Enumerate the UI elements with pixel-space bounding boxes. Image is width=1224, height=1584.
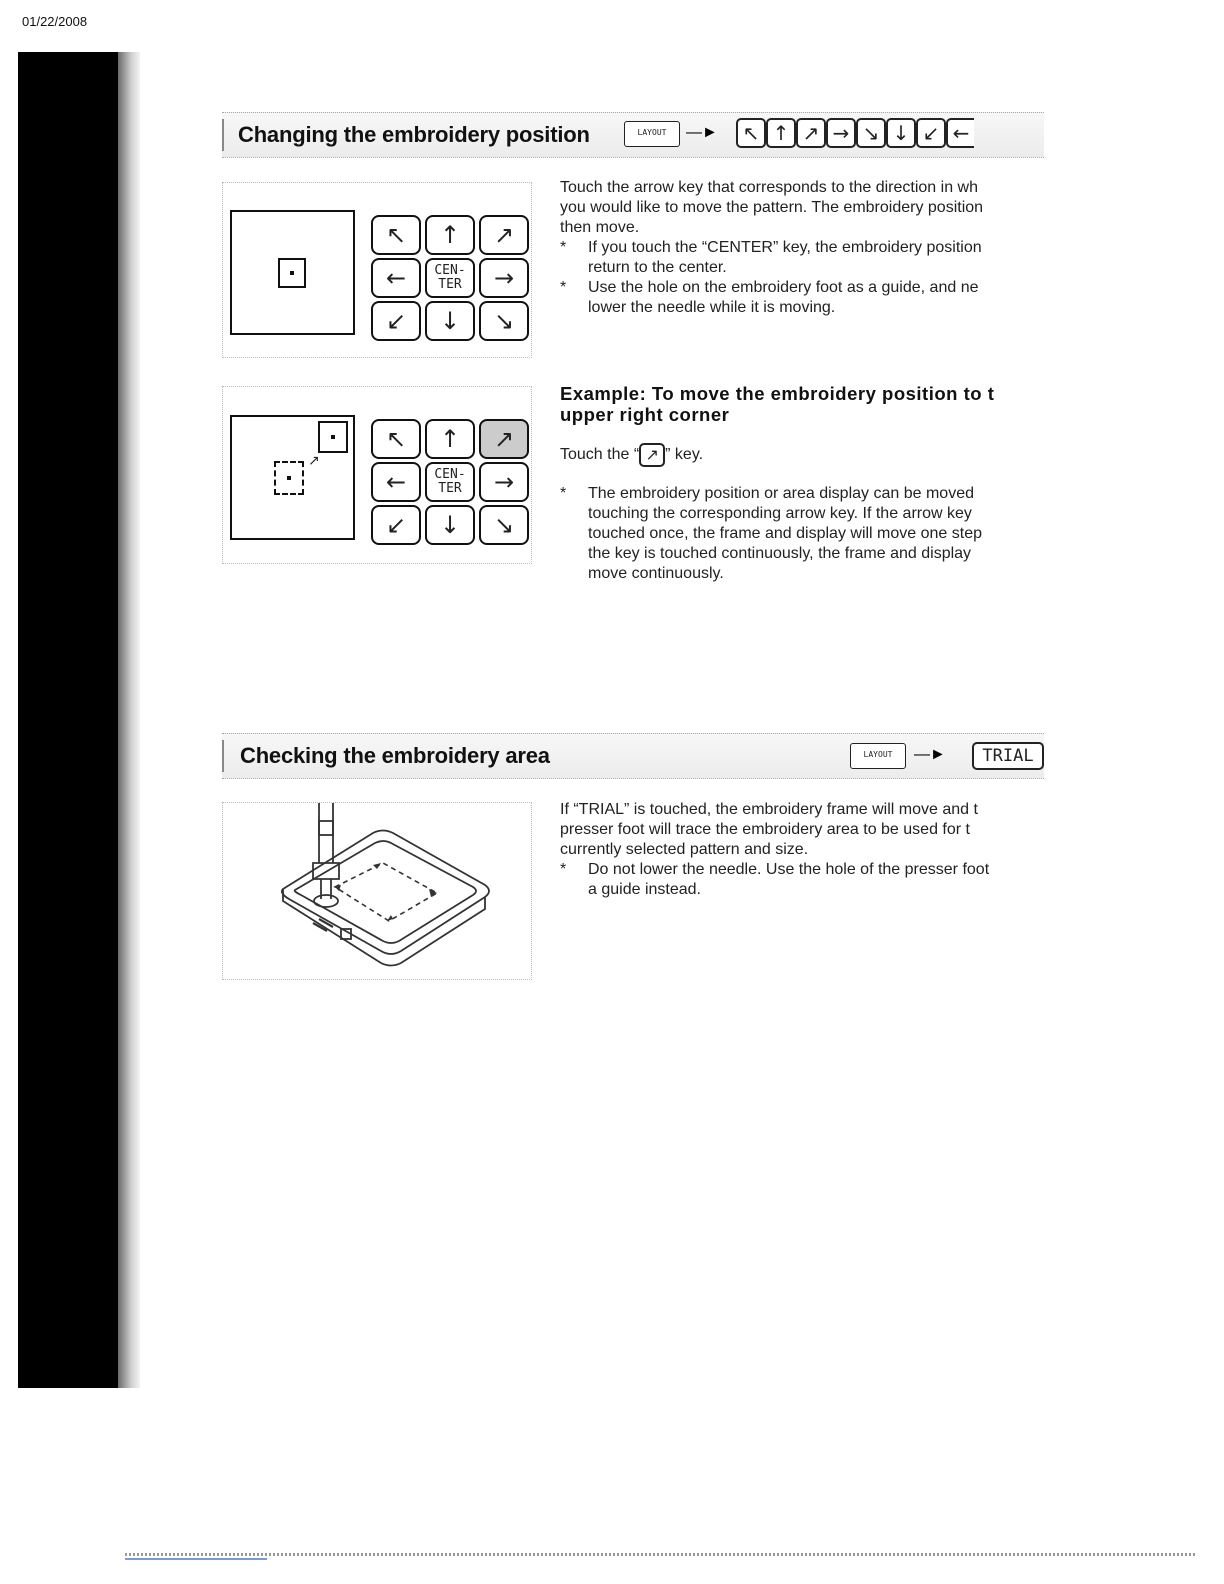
bullet-needle-warning — [560, 860, 1044, 900]
up-right-key-icon: ↗ — [639, 443, 665, 467]
grid-up-key: ↑ — [425, 419, 475, 459]
moved-pattern-box — [318, 421, 348, 453]
scan-binding-edge — [118, 52, 140, 1388]
move-arrow-icon: ↗ — [308, 453, 320, 469]
grid-up-left-key: ↖ — [371, 215, 421, 255]
text-line: return to the center. — [588, 259, 727, 276]
grid-up-key: ↑ — [425, 215, 475, 255]
arrow-down-key[interactable]: ↓ — [886, 118, 916, 148]
grid-up-right-key: ↗ — [479, 215, 529, 255]
example-heading — [560, 383, 1044, 425]
text-line: lower the needle while it is moving. — [588, 299, 836, 316]
arrow-up-left-key[interactable]: ↖ — [736, 118, 766, 148]
illustration-center-position — [222, 182, 532, 358]
display-frame — [230, 210, 355, 335]
grid-up-left-key: ↖ — [371, 419, 421, 459]
footer-rule — [125, 1553, 1197, 1556]
position-instructions — [560, 178, 1044, 318]
bullet-needle-note — [560, 278, 1044, 318]
touch-prefix: Touch the “ — [560, 446, 640, 463]
header-bar — [222, 740, 224, 772]
illustration-upper-right — [222, 386, 532, 564]
text-line: a guide instead. — [588, 881, 701, 898]
grid-up-right-key-pressed: ↗ — [479, 419, 529, 459]
arrow-up-right-key[interactable]: ↗ — [796, 118, 826, 148]
text-line: touched once, the frame and display will move one step — [588, 525, 983, 542]
pattern-dot — [290, 271, 294, 275]
bullet-star: * — [560, 861, 567, 878]
example-heading-line: Example: To move the embroidery position to t — [560, 383, 995, 404]
arrow-key-row — [736, 118, 974, 148]
grid-down-left-key: ↙ — [371, 301, 421, 341]
center-label-1: CEN- — [434, 263, 466, 278]
grid-down-right-key: ↘ — [479, 505, 529, 545]
bullet-star: * — [560, 279, 567, 296]
arrow-key-grid — [371, 419, 529, 545]
pattern-box — [278, 258, 306, 288]
embroidery-frame-drawing — [223, 803, 531, 979]
text-line: The embroidery position or area display can be moved — [588, 485, 974, 502]
center-label-2: TER — [438, 277, 462, 292]
illustration-embroidery-frame — [222, 802, 532, 980]
section-header-position — [222, 112, 1044, 158]
grid-down-key: ↓ — [425, 301, 475, 341]
grid-center-key — [425, 258, 475, 298]
trial-instructions — [560, 800, 1044, 900]
page-date: 01/22/2008 — [22, 14, 88, 29]
arrow-up-key[interactable]: ↑ — [766, 118, 796, 148]
grid-right-key: → — [479, 462, 529, 502]
arrow-key-grid — [371, 215, 529, 341]
bullet-move-note — [560, 484, 1044, 584]
flow-arrow: —► — [914, 746, 946, 763]
display-frame — [230, 415, 355, 540]
footer-rule-accent — [125, 1558, 267, 1560]
grid-down-left-key: ↙ — [371, 505, 421, 545]
pattern-dot — [331, 435, 335, 439]
center-label-2: TER — [438, 481, 462, 496]
grid-center-key — [425, 462, 475, 502]
layout-key[interactable]: LAYOUT — [624, 121, 680, 147]
pattern-dot — [287, 476, 291, 480]
text-line: then move. — [560, 219, 640, 236]
bullet-star: * — [560, 239, 567, 256]
layout-key[interactable]: LAYOUT — [850, 743, 906, 769]
grid-right-key: → — [479, 258, 529, 298]
original-pattern-box — [274, 461, 304, 495]
text-line: currently selected pattern and size. — [560, 841, 809, 858]
text-line: you would like to move the pattern. The embroidery position — [560, 199, 984, 216]
scan-binding-shadow — [18, 52, 122, 1388]
section-title-position: Changing the embroidery position — [238, 122, 590, 147]
grid-left-key: ← — [371, 462, 421, 502]
text-line: the key is touched continuously, the frame and display — [588, 545, 972, 562]
grid-left-key: ← — [371, 258, 421, 298]
example-heading-line: upper right corner — [560, 404, 730, 425]
section-title-area: Checking the embroidery area — [240, 743, 550, 768]
arrow-down-left-key[interactable]: ↙ — [916, 118, 946, 148]
text-line: Do not lower the needle. Use the hole of the presser foot — [588, 861, 990, 878]
arrow-down-right-key[interactable]: ↘ — [856, 118, 886, 148]
text-line: move continuously. — [588, 565, 724, 582]
bullet-star: * — [560, 485, 567, 502]
text-line: Touch the arrow key that corresponds to the direction in wh — [560, 179, 978, 196]
text-line: Use the hole on the embroidery foot as a guide, and ne — [588, 279, 979, 296]
arrow-right-key[interactable]: → — [826, 118, 856, 148]
header-bar — [222, 119, 224, 151]
text-line: presser foot will trace the embroidery area to be used for t — [560, 821, 970, 838]
section-header-area — [222, 733, 1044, 779]
bullet-center-note — [560, 238, 1044, 278]
center-label-1: CEN- — [434, 467, 466, 482]
arrow-left-key[interactable]: ← — [946, 118, 974, 148]
example-bullet — [560, 484, 1044, 584]
text-line: If you touch the “CENTER” key, the embroidery position — [588, 239, 982, 256]
trial-key[interactable]: TRIAL — [972, 742, 1044, 770]
example-touch-line — [560, 442, 1044, 468]
touch-suffix: ” key. — [665, 446, 704, 463]
text-line: touching the corresponding arrow key. If the arrow key — [588, 505, 972, 522]
grid-down-key: ↓ — [425, 505, 475, 545]
grid-down-right-key: ↘ — [479, 301, 529, 341]
text-line: If “TRIAL” is touched, the embroidery frame will move and t — [560, 801, 978, 818]
flow-arrow: —► — [686, 124, 718, 141]
